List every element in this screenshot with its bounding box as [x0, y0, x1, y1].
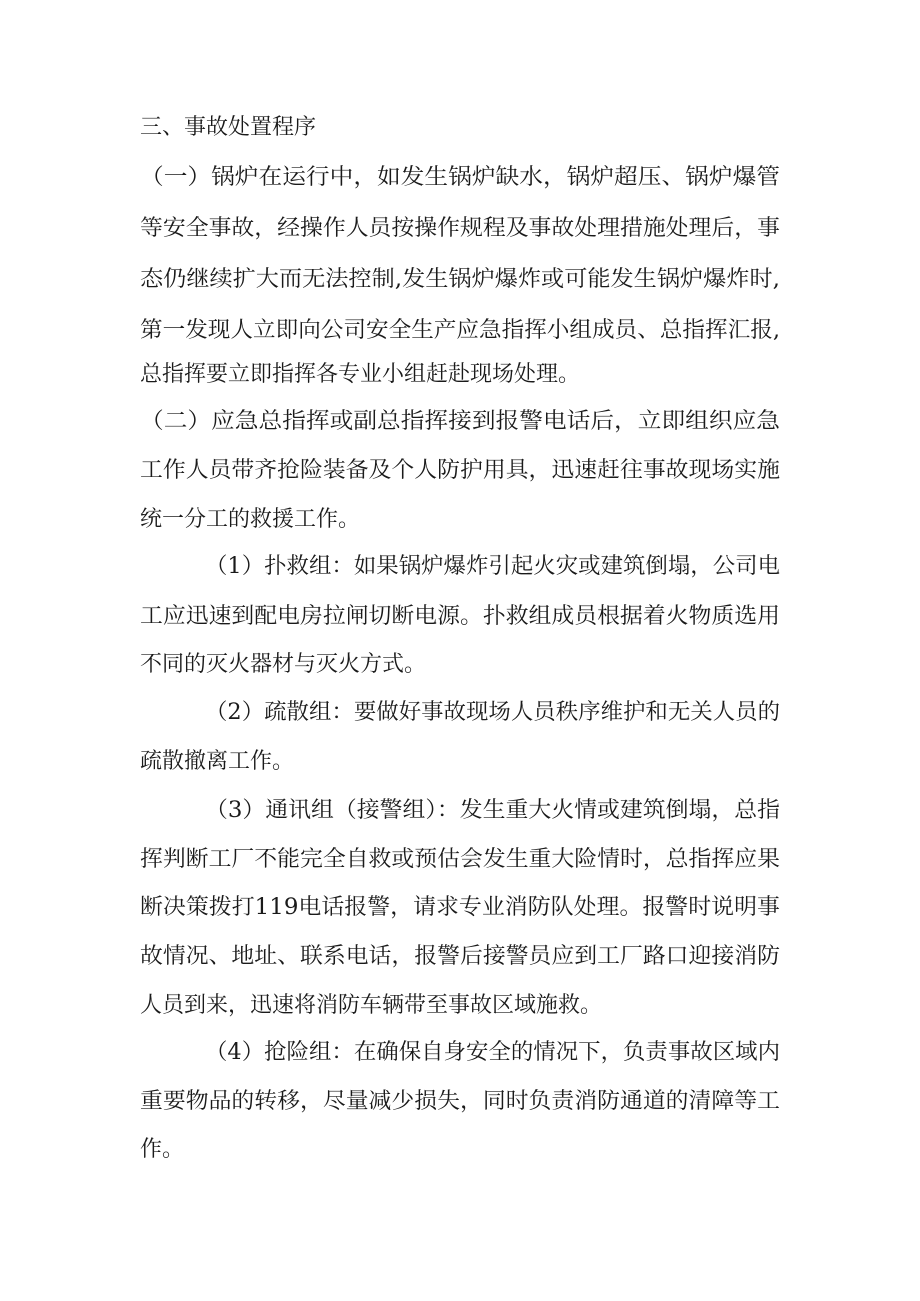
paragraph-1-line-4 — [0, 311, 920, 351]
paragraph-5-line-3 — [0, 888, 920, 928]
line-text: 人员到来，迅速将消防车辆带至事故区域施救。 — [140, 993, 603, 1018]
line-text: （4）抢险组：在确保自身安全的情况下，负责事故区域内 — [205, 1040, 780, 1065]
line-text: 重要物品的转移，尽量减少损失，同时负责消防通道的清障等工 — [140, 1089, 780, 1114]
line-text: （2）疏散组：要做好事故现场人员秩序维护和无关人员的 — [205, 700, 780, 725]
line-text: 第一发现人立即向公司安全生产应急指挥小组成员、总指挥汇报, — [140, 318, 781, 343]
line-text: 故情况、地址、联系电话，报警后接警员应到工厂路口迎接消防 — [140, 944, 780, 969]
paragraph-1-line-1 — [0, 158, 920, 198]
paragraph-6-line-2 — [0, 1082, 920, 1122]
line-text: 统一分工的救援工作。 — [140, 507, 361, 532]
paragraph-2-line-3 — [0, 500, 920, 540]
paragraph-2-line-1 — [0, 402, 920, 442]
line-text: 不同的灭火器材与灭火方式。 — [140, 652, 427, 677]
line-text: 疏散撤离工作。 — [140, 749, 295, 774]
paragraph-3-line-2 — [0, 597, 920, 637]
line-text: 工作人员带齐抢险装备及个人防护用具，迅速赶往事故现场实施 — [140, 458, 780, 483]
paragraph-5-line-5 — [0, 986, 920, 1026]
paragraph-1-line-2 — [0, 209, 920, 249]
paragraph-6-line-1 — [0, 1033, 920, 1073]
paragraph-4-line-1 — [0, 693, 920, 733]
paragraph-6-line-3 — [0, 1130, 920, 1170]
line-text: 断决策拨打119电话报警，请求专业消防队处理。报警时说明事 — [140, 895, 780, 920]
line-text: 工应迅速到配电房拉闸切断电源。扑救组成员根据着火物质选用 — [140, 604, 780, 629]
section-heading — [0, 108, 920, 148]
line-text: （一）锅炉在运行中，如发生锅炉缺水，锅炉超压、锅炉爆管 — [140, 165, 780, 190]
line-text: （1）扑救组：如果锅炉爆炸引起火灾或建筑倒塌，公司电 — [205, 554, 780, 579]
line-text: 态仍继续扩大而无法控制,发生锅炉爆炸或可能发生锅炉爆炸时, — [140, 267, 780, 292]
paragraph-3-line-1 — [0, 547, 920, 587]
paragraph-3-line-3 — [0, 645, 920, 685]
paragraph-5-line-1 — [0, 791, 920, 831]
line-text: 挥判断工厂不能完全自救或预估会发生重大险情时，总指挥应果 — [140, 847, 780, 872]
line-text: 总指挥要立即指挥各专业小组赶赴现场处理。 — [140, 362, 581, 387]
paragraph-1-line-3 — [0, 260, 920, 300]
paragraph-2-line-2 — [0, 451, 920, 491]
line-text: 等安全事故，经操作人员按操作规程及事故处理措施处理后，事 — [140, 216, 780, 241]
paragraph-5-line-4 — [0, 937, 920, 977]
line-text: （二）应急总指挥或副总指挥接到报警电话后，立即组织应急 — [140, 409, 780, 434]
line-text: 三、事故处置程序 — [140, 115, 317, 140]
paragraph-4-line-2 — [0, 742, 920, 782]
line-text: （3）通讯组（接警组）：发生重大火情或建筑倒塌，总指 — [205, 798, 781, 823]
paragraph-1-line-5 — [0, 355, 920, 395]
paragraph-5-line-2 — [0, 840, 920, 880]
line-text: 作。 — [140, 1137, 185, 1162]
